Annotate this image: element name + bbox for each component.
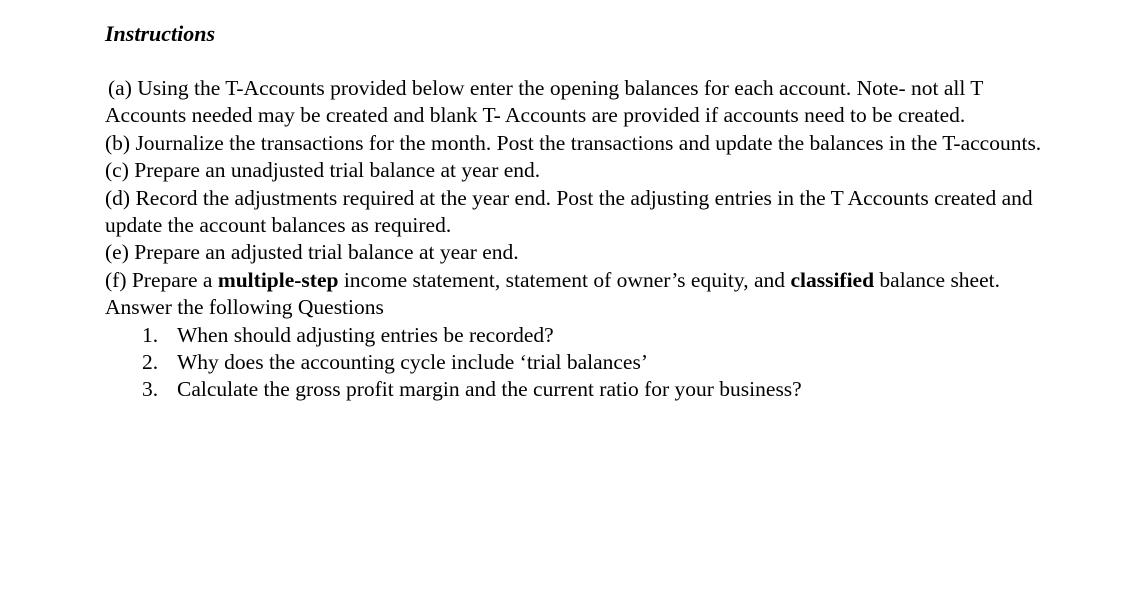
instruction-item-c: (c) Prepare an unadjusted trial balance at year end. <box>105 158 541 183</box>
instruction-item-a: (a) Using the T-Accounts provided below enter the opening balances for each account. Note- not all T Accounts needed may be created and blank T- Accounts are provided if accounts need to be created. <box>105 76 984 128</box>
question-item <box>105 322 1065 349</box>
questions-heading: Answer the following Questions <box>105 295 384 320</box>
instruction-item-d: (d) Record the adjustments required at the year end. Post the adjusting entries in the T Accounts created and update the account balances as required. <box>105 185 1033 238</box>
instruction-item-e: (e) Prepare an adjusted trial balance at year end. <box>105 240 519 265</box>
questions-list <box>105 322 1065 404</box>
instruction-item-b: (b) Journalize the transactions for the month. Post the transactions and update the balances in the T-accounts. <box>105 130 1042 155</box>
question-item <box>105 376 1065 403</box>
question-number: 2. <box>142 350 159 375</box>
instruction-f-bold-multiple-step: multiple-step <box>217 267 339 292</box>
question-text: Calculate the gross profit margin and the current ratio for your business? <box>177 377 802 402</box>
instruction-f-part2: income statement, statement of owner’s equity, and <box>338 267 791 292</box>
instruction-f-part1: (f) Prepare a <box>105 267 218 292</box>
instruction-f-bold-classified: classified <box>790 267 875 292</box>
question-number: 3. <box>142 377 159 402</box>
instructions-body <box>105 75 1065 404</box>
question-text: Why does the accounting cycle include ‘trial balances’ <box>177 350 649 375</box>
instruction-item-f <box>105 267 1065 294</box>
instructions-title: Instructions <box>105 21 216 46</box>
question-number: 1. <box>142 322 159 347</box>
question-text: When should adjusting entries be recorded? <box>177 322 554 347</box>
question-item <box>105 349 1065 376</box>
instruction-f-part3: balance sheet. <box>874 267 1000 292</box>
